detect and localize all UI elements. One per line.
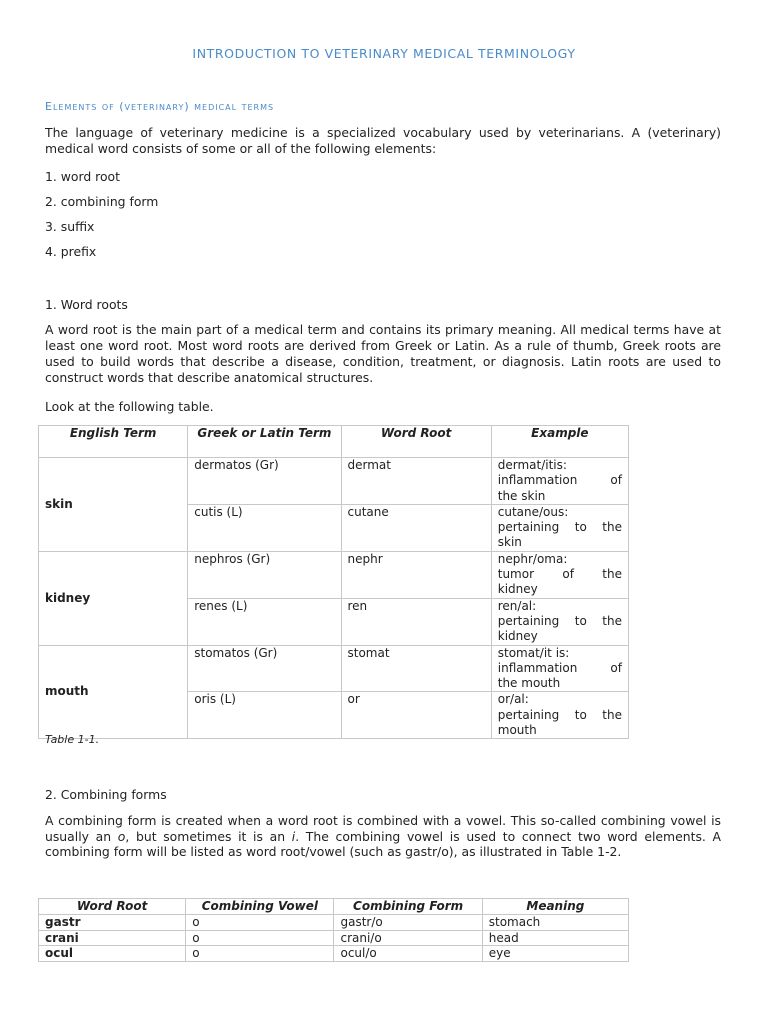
element-item-4: 4. prefix <box>45 244 97 259</box>
table-header-row <box>39 426 629 458</box>
word-root-cell: or <box>341 692 491 739</box>
table-row <box>39 915 629 931</box>
example-cell: dermat/itis: inflammation of the skin <box>491 458 628 505</box>
example-cell: cutane/ous: pertaining to the skin <box>491 504 628 551</box>
greek-latin-cell: stomatos (Gr) <box>188 645 341 692</box>
table-row <box>39 645 629 692</box>
meaning-cell: stomach <box>482 915 628 931</box>
table-row <box>39 551 629 598</box>
table-row <box>39 946 629 962</box>
word-root-cell: cutane <box>341 504 491 551</box>
greek-latin-cell: cutis (L) <box>188 504 341 551</box>
section-heading: Elements of (veterinary) medical terms <box>45 100 275 113</box>
header-english-term: English Term <box>39 426 188 458</box>
word-roots-paragraph: A word root is the main part of a medical term and contains its primary meaning. All medical terms have at least one word root. Most word roots are derived from Greek or Latin. As a rule of thumb, Greek roots are used to build words that describe a disease, condition, treatment, or diagnosis. Latin roots are used to construct words that describe anatomical structures. <box>45 322 721 385</box>
combining-vowel-cell: o <box>186 930 334 946</box>
word-root-cell: ren <box>341 598 491 645</box>
header-combining-vowel: Combining Vowel <box>186 899 334 915</box>
greek-latin-cell: oris (L) <box>188 692 341 739</box>
header-example: Example <box>491 426 628 458</box>
element-item-2: 2. combining form <box>45 194 159 209</box>
table-header-row <box>39 899 629 915</box>
combining-forms-paragraph: A combining form is created when a word root is combined with a vowel. This so-called combining vowel is usually an o, but sometimes it is an i. The combining vowel is used to connect two word elements. A combining form will be listed as word root/vowel (such as gastr/o), as illustrated in Table 1-2. <box>45 813 721 859</box>
combining-form-cell: ocul/o <box>334 946 482 962</box>
word-root-table <box>38 425 629 739</box>
english-term-cell: kidney <box>39 551 188 645</box>
table-caption: Table 1-1. <box>45 733 100 746</box>
combining-form-cell: gastr/o <box>334 915 482 931</box>
example-cell: ren/al: pertaining to the kidney <box>491 598 628 645</box>
meaning-cell: head <box>482 930 628 946</box>
element-item-3: 3. suffix <box>45 219 95 234</box>
combining-forms-heading: 2. Combining forms <box>45 787 167 802</box>
header-word-root: Word Root <box>341 426 491 458</box>
table-row <box>39 458 629 505</box>
example-cell: nephr/oma: tumor of the kidney <box>491 551 628 598</box>
header-combining-form: Combining Form <box>334 899 482 915</box>
combining-form-table <box>38 898 629 962</box>
meaning-cell: eye <box>482 946 628 962</box>
intro-paragraph: The language of veterinary medicine is a specialized vocabulary used by veterinarians. A (veterinary) medical word consists of some or all of the following elements: <box>45 125 721 156</box>
combining-vowel-cell: o <box>186 946 334 962</box>
word-root-cell: nephr <box>341 551 491 598</box>
header-word-root: Word Root <box>39 899 186 915</box>
word-root-cell: dermat <box>341 458 491 505</box>
element-item-1: 1. word root <box>45 169 120 184</box>
word-root-cell: crani <box>39 930 186 946</box>
header-greek-latin-term: Greek or Latin Term <box>188 426 341 458</box>
english-term-cell: mouth <box>39 645 188 739</box>
example-cell: stomat/it is: inflammation of the mouth <box>491 645 628 692</box>
greek-latin-cell: dermatos (Gr) <box>188 458 341 505</box>
combining-form-cell: crani/o <box>334 930 482 946</box>
greek-latin-cell: nephros (Gr) <box>188 551 341 598</box>
example-cell: or/al: pertaining to the mouth <box>491 692 628 739</box>
table-row <box>39 930 629 946</box>
look-text: Look at the following table. <box>45 399 214 414</box>
word-root-cell: ocul <box>39 946 186 962</box>
greek-latin-cell: renes (L) <box>188 598 341 645</box>
english-term-cell: skin <box>39 458 188 552</box>
word-roots-heading: 1. Word roots <box>45 297 128 312</box>
document-title: INTRODUCTION TO VETERINARY MEDICAL TERMINOLOGY <box>192 46 576 61</box>
word-root-cell: stomat <box>341 645 491 692</box>
combining-vowel-cell: o <box>186 915 334 931</box>
header-meaning: Meaning <box>482 899 628 915</box>
word-root-cell: gastr <box>39 915 186 931</box>
